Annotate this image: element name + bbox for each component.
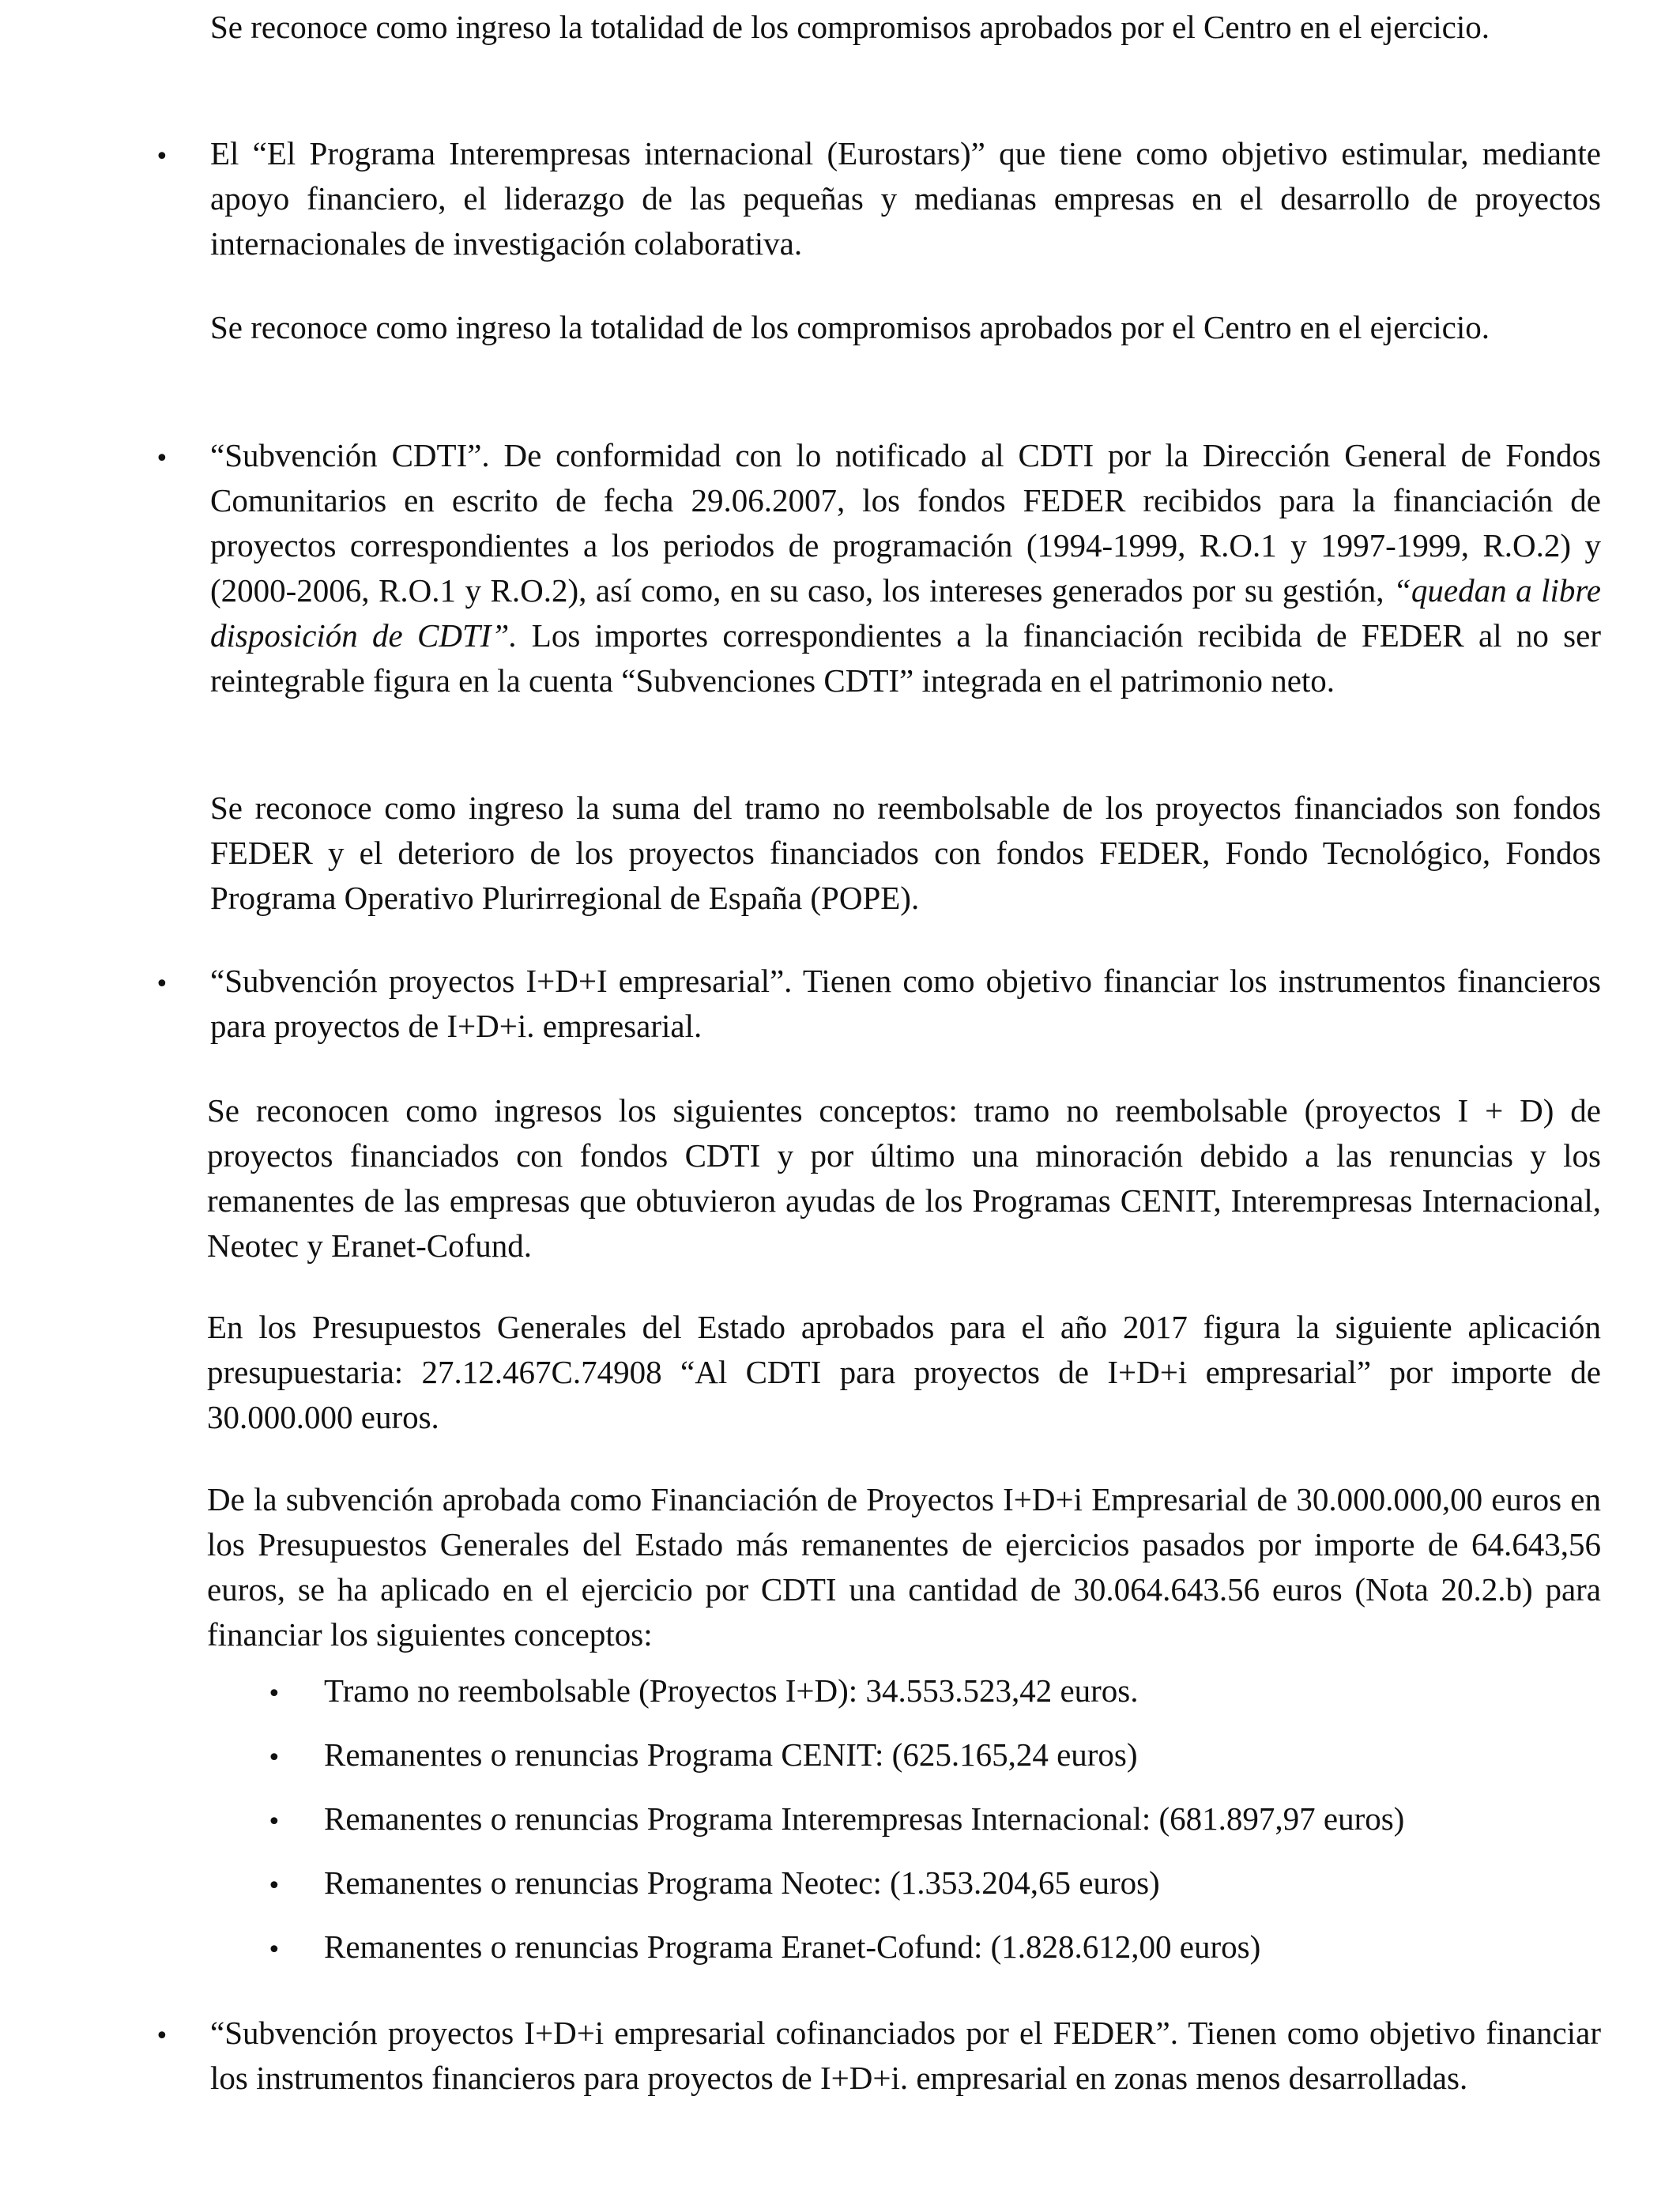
- list-item: Remanentes o renuncias Programa Neotec: (1.353.204,65 euros): [324, 1864, 1160, 1901]
- bullet-subvencion-feder-cofinanciados: “Subvención proyectos I+D+i empresarial cofinanciados por el FEDER”. Tienen como objetivo financiar los instrumentos financieros para proyectos de I+D+i. empresarial en zonas menos desarrolladas.: [210, 2015, 1601, 2096]
- paragraph-conceptos-ingresos: Se reconocen como ingresos los siguientes conceptos: tramo no reembolsable (proyectos I + D) de proyectos financiados con fondos CDTI y por último una minoración debido a las renuncias y los remanentes de las empresas que obtuvieron ayudas de los Programas CENIT, Interempresas Internacional, Neotec y Eranet-Cofund.: [207, 1092, 1601, 1264]
- bullet-icon: •: [267, 1872, 281, 1900]
- bullet-icon: •: [155, 2022, 169, 2050]
- subvencion-cdti-text-a: “Subvención CDTI”. De conformidad con lo notificado al CDTI por la Dirección General de Fondos Comunitarios en escrito de fecha 29.06.2007, los fondos FEDER recibidos para la financiación de proyectos correspondientes a los periodos de programación (1994-1999, R.O.1 y 1997-1999, R.O.2) y (2000-2006, R.O.1 y R.O.2), así como, en su caso, los intereses generados por su gestión,: [210, 437, 1601, 609]
- list-item: Tramo no reembolsable (Proyectos I+D): 34.553.523,42 euros.: [324, 1672, 1139, 1709]
- list-item: Remanentes o renuncias Programa CENIT: (625.165,24 euros): [324, 1736, 1138, 1773]
- bullet-icon: •: [267, 1936, 281, 1964]
- bullet-icon: •: [267, 1744, 281, 1772]
- paragraph-subvencion-aplicada: De la subvención aprobada como Financiación de Proyectos I+D+i Empresarial de 30.000.000,00 euros en los Presupuestos Generales del Estado más remanentes de ejercicios pasados por importe de 64.643,56 euros, se ha aplicado en el ejercicio por CDTI una cantidad de 30.064.643.56 euros (Nota 20.2.b) para financiar los siguientes conceptos:: [207, 1481, 1601, 1653]
- bullet-subvencion-idi-empresarial: “Subvención proyectos I+D+I empresarial”. Tienen como objetivo financiar los instrumentos financieros para proyectos de I+D+i. empresarial.: [210, 963, 1601, 1044]
- paragraph-ingreso-compromisos-1: Se reconoce como ingreso la totalidad de los compromisos aprobados por el Centro en el ejercicio.: [210, 9, 1490, 45]
- list-item: Remanentes o renuncias Programa Interempresas Internacional: (681.897,97 euros): [324, 1800, 1405, 1837]
- bullet-eurostars: El “El Programa Interempresas internacional (Eurostars)” que tiene como objetivo estimular, mediante apoyo financiero, el liderazgo de las pequeñas y medianas empresas en el desarrollo de proyectos internacionales de investigación colaborativa.: [210, 135, 1601, 262]
- bullet-icon: •: [155, 971, 169, 998]
- bullet-icon: •: [155, 445, 169, 473]
- bullet-icon: •: [155, 143, 169, 171]
- subvencion-cdti-quote: “quedan a libre disposición de CDTI”.: [210, 572, 1602, 654]
- list-item: Remanentes o renuncias Programa Eranet-Cofund: (1.828.612,00 euros): [324, 1928, 1261, 1965]
- subvencion-cdti-text-b: Los importes correspondientes a la financiación recibida de FEDER al no ser reintegrable figura en la cuenta “Subvenciones CDTI” integrada en el patrimonio neto.: [210, 617, 1601, 699]
- bullet-icon: •: [267, 1808, 281, 1836]
- bullet-subvencion-cdti: [210, 433, 1601, 703]
- paragraph-ingreso-feder: Se reconoce como ingreso la suma del tramo no reembolsable de los proyectos financiados son fondos FEDER y el deterioro de los proyectos financiados con fondos FEDER, Fondo Tecnológico, Fondos Programa Operativo Plurirregional de España (POPE).: [210, 790, 1601, 916]
- paragraph-presupuestos-2017: En los Presupuestos Generales del Estado aprobados para el año 2017 figura la siguiente aplicación presupuestaria: 27.12.467C.74908 “Al CDTI para proyectos de I+D+i empresarial” por importe de 30.000.000 euros.: [207, 1309, 1601, 1435]
- bullet-icon: •: [267, 1680, 281, 1708]
- paragraph-ingreso-compromisos-2: Se reconoce como ingreso la totalidad de los compromisos aprobados por el Centro en el ejercicio.: [210, 309, 1490, 345]
